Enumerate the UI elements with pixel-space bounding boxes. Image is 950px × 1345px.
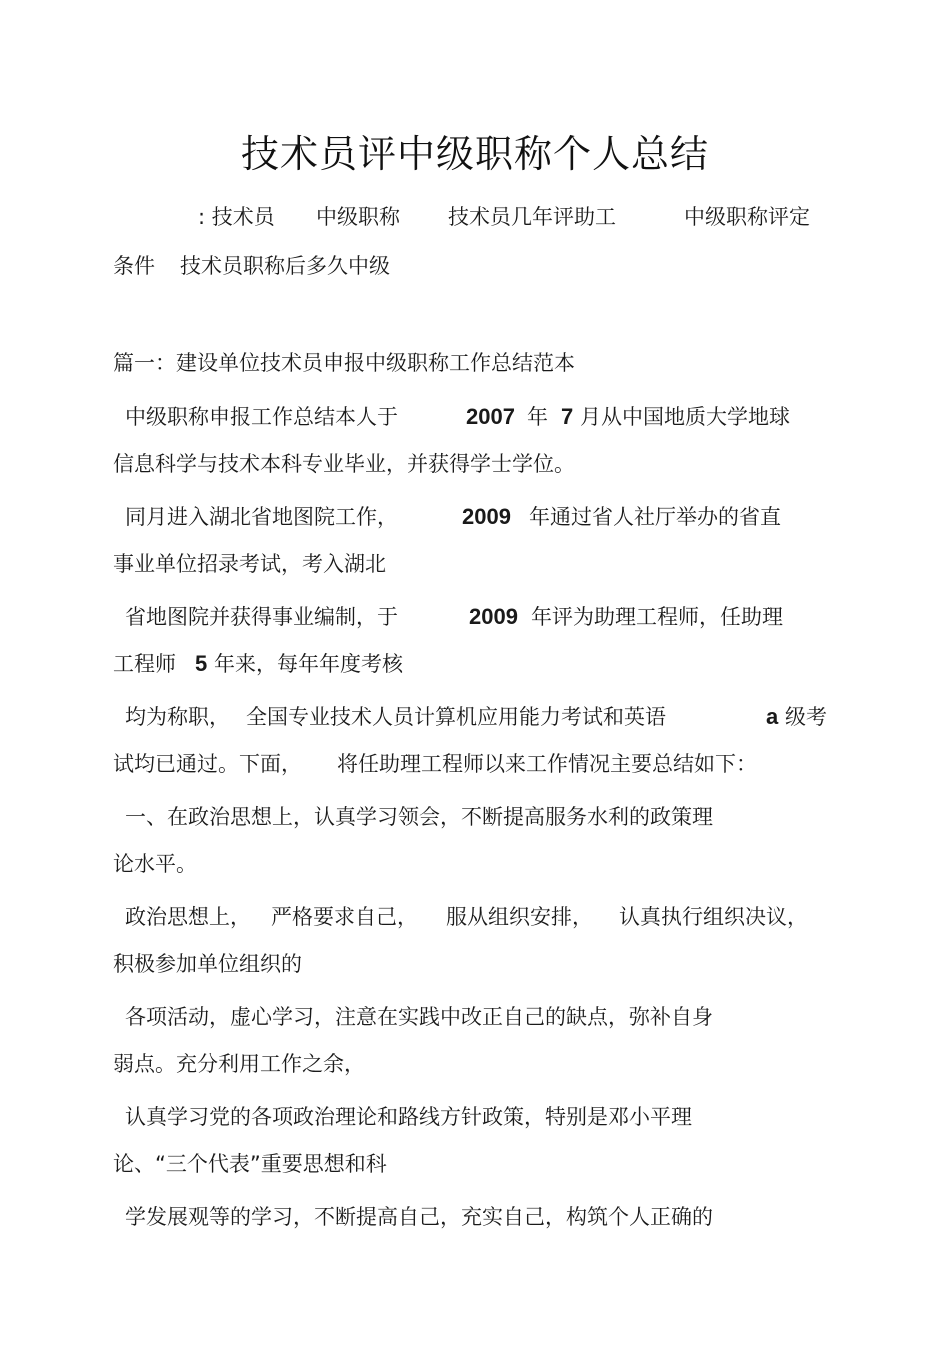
paragraph-text: 学发展观等的学习，不断提高自己，充实自己，构筑个人正确的 xyxy=(125,1205,713,1229)
paragraph-text: 事业单位招录考试，考入湖北 xyxy=(113,552,386,576)
paragraph-text: 一、在政治思想上，认真学习领会，不断提高服务水利的政策理 xyxy=(125,805,713,829)
paragraph-text: 工程师 xyxy=(113,652,176,676)
paragraph-text: 信息科学与技术本科专业毕业，并获得学士学位。 xyxy=(113,452,575,476)
paragraph-text: 年来，每年年度考核 xyxy=(214,652,403,676)
paragraph-text: 省地图院并获得事业编制，于 xyxy=(125,605,398,629)
paragraph-text: 均为称职， xyxy=(125,705,230,729)
document-title: 技术员评中级职称个人总结 xyxy=(240,132,709,176)
paragraph-text: 各项活动，虚心学习，注意在实践中改正自己的缺点，弥补自身 xyxy=(125,1005,713,1029)
year-value: 2007 xyxy=(466,404,515,429)
keyword-item: 中级职称评定 xyxy=(684,205,810,229)
keyword-item: 技术员几年评助工 xyxy=(448,205,616,229)
keyword-label: : 技术员 xyxy=(198,205,275,229)
paragraph-text: 积极参加单位组织的 xyxy=(113,952,302,976)
paragraph-text: 试均已通过。下面， xyxy=(113,752,302,776)
section-heading: 篇一：建设单位技术员申报中级职称工作总结范本 xyxy=(113,351,575,375)
keyword-item: 条件 xyxy=(113,254,155,278)
paragraph-text: 中级职称申报工作总结本人于 xyxy=(125,405,398,429)
number-value: 5 xyxy=(195,651,208,676)
grade-value: a xyxy=(766,704,779,729)
year-value: 2009 xyxy=(462,504,511,529)
paragraph-text: 同月进入湖北省地图院工作， xyxy=(125,505,398,529)
keyword-item: 中级职称 xyxy=(316,205,400,229)
paragraph-text: 认真执行组织决议， xyxy=(619,905,808,929)
paragraph-text: 年通过省人社厅举办的省直 xyxy=(529,505,781,529)
paragraph-text: 级考 xyxy=(785,705,827,729)
paragraph-text: 弱点。充分利用工作之余， xyxy=(113,1052,365,1076)
paragraph-text: 年 xyxy=(527,405,548,429)
paragraph-text: 论、“三个代表”重要思想和科 xyxy=(113,1152,387,1176)
paragraph-text: 认真学习党的各项政治理论和路线方针政策，特别是邓小平理 xyxy=(125,1105,692,1129)
paragraph-text: 将任助理工程师以来工作情况主要总结如下： xyxy=(337,752,757,776)
paragraph-text: 政治思想上， xyxy=(125,905,251,929)
paragraph-text: 年评为助理工程师，任助理 xyxy=(531,605,783,629)
paragraph-text: 全国专业技术人员计算机应用能力考试和英语 xyxy=(246,705,666,729)
month-value: 7 xyxy=(561,404,574,429)
paragraph-text: 月从中国地质大学地球 xyxy=(580,405,790,429)
paragraph-text: 论水平。 xyxy=(113,852,197,876)
keyword-item: 技术员职称后多久中级 xyxy=(180,254,390,278)
paragraph-text: 严格要求自己， xyxy=(271,905,418,929)
year-value: 2009 xyxy=(469,604,518,629)
paragraph-text: 服从组织安排， xyxy=(446,905,593,929)
